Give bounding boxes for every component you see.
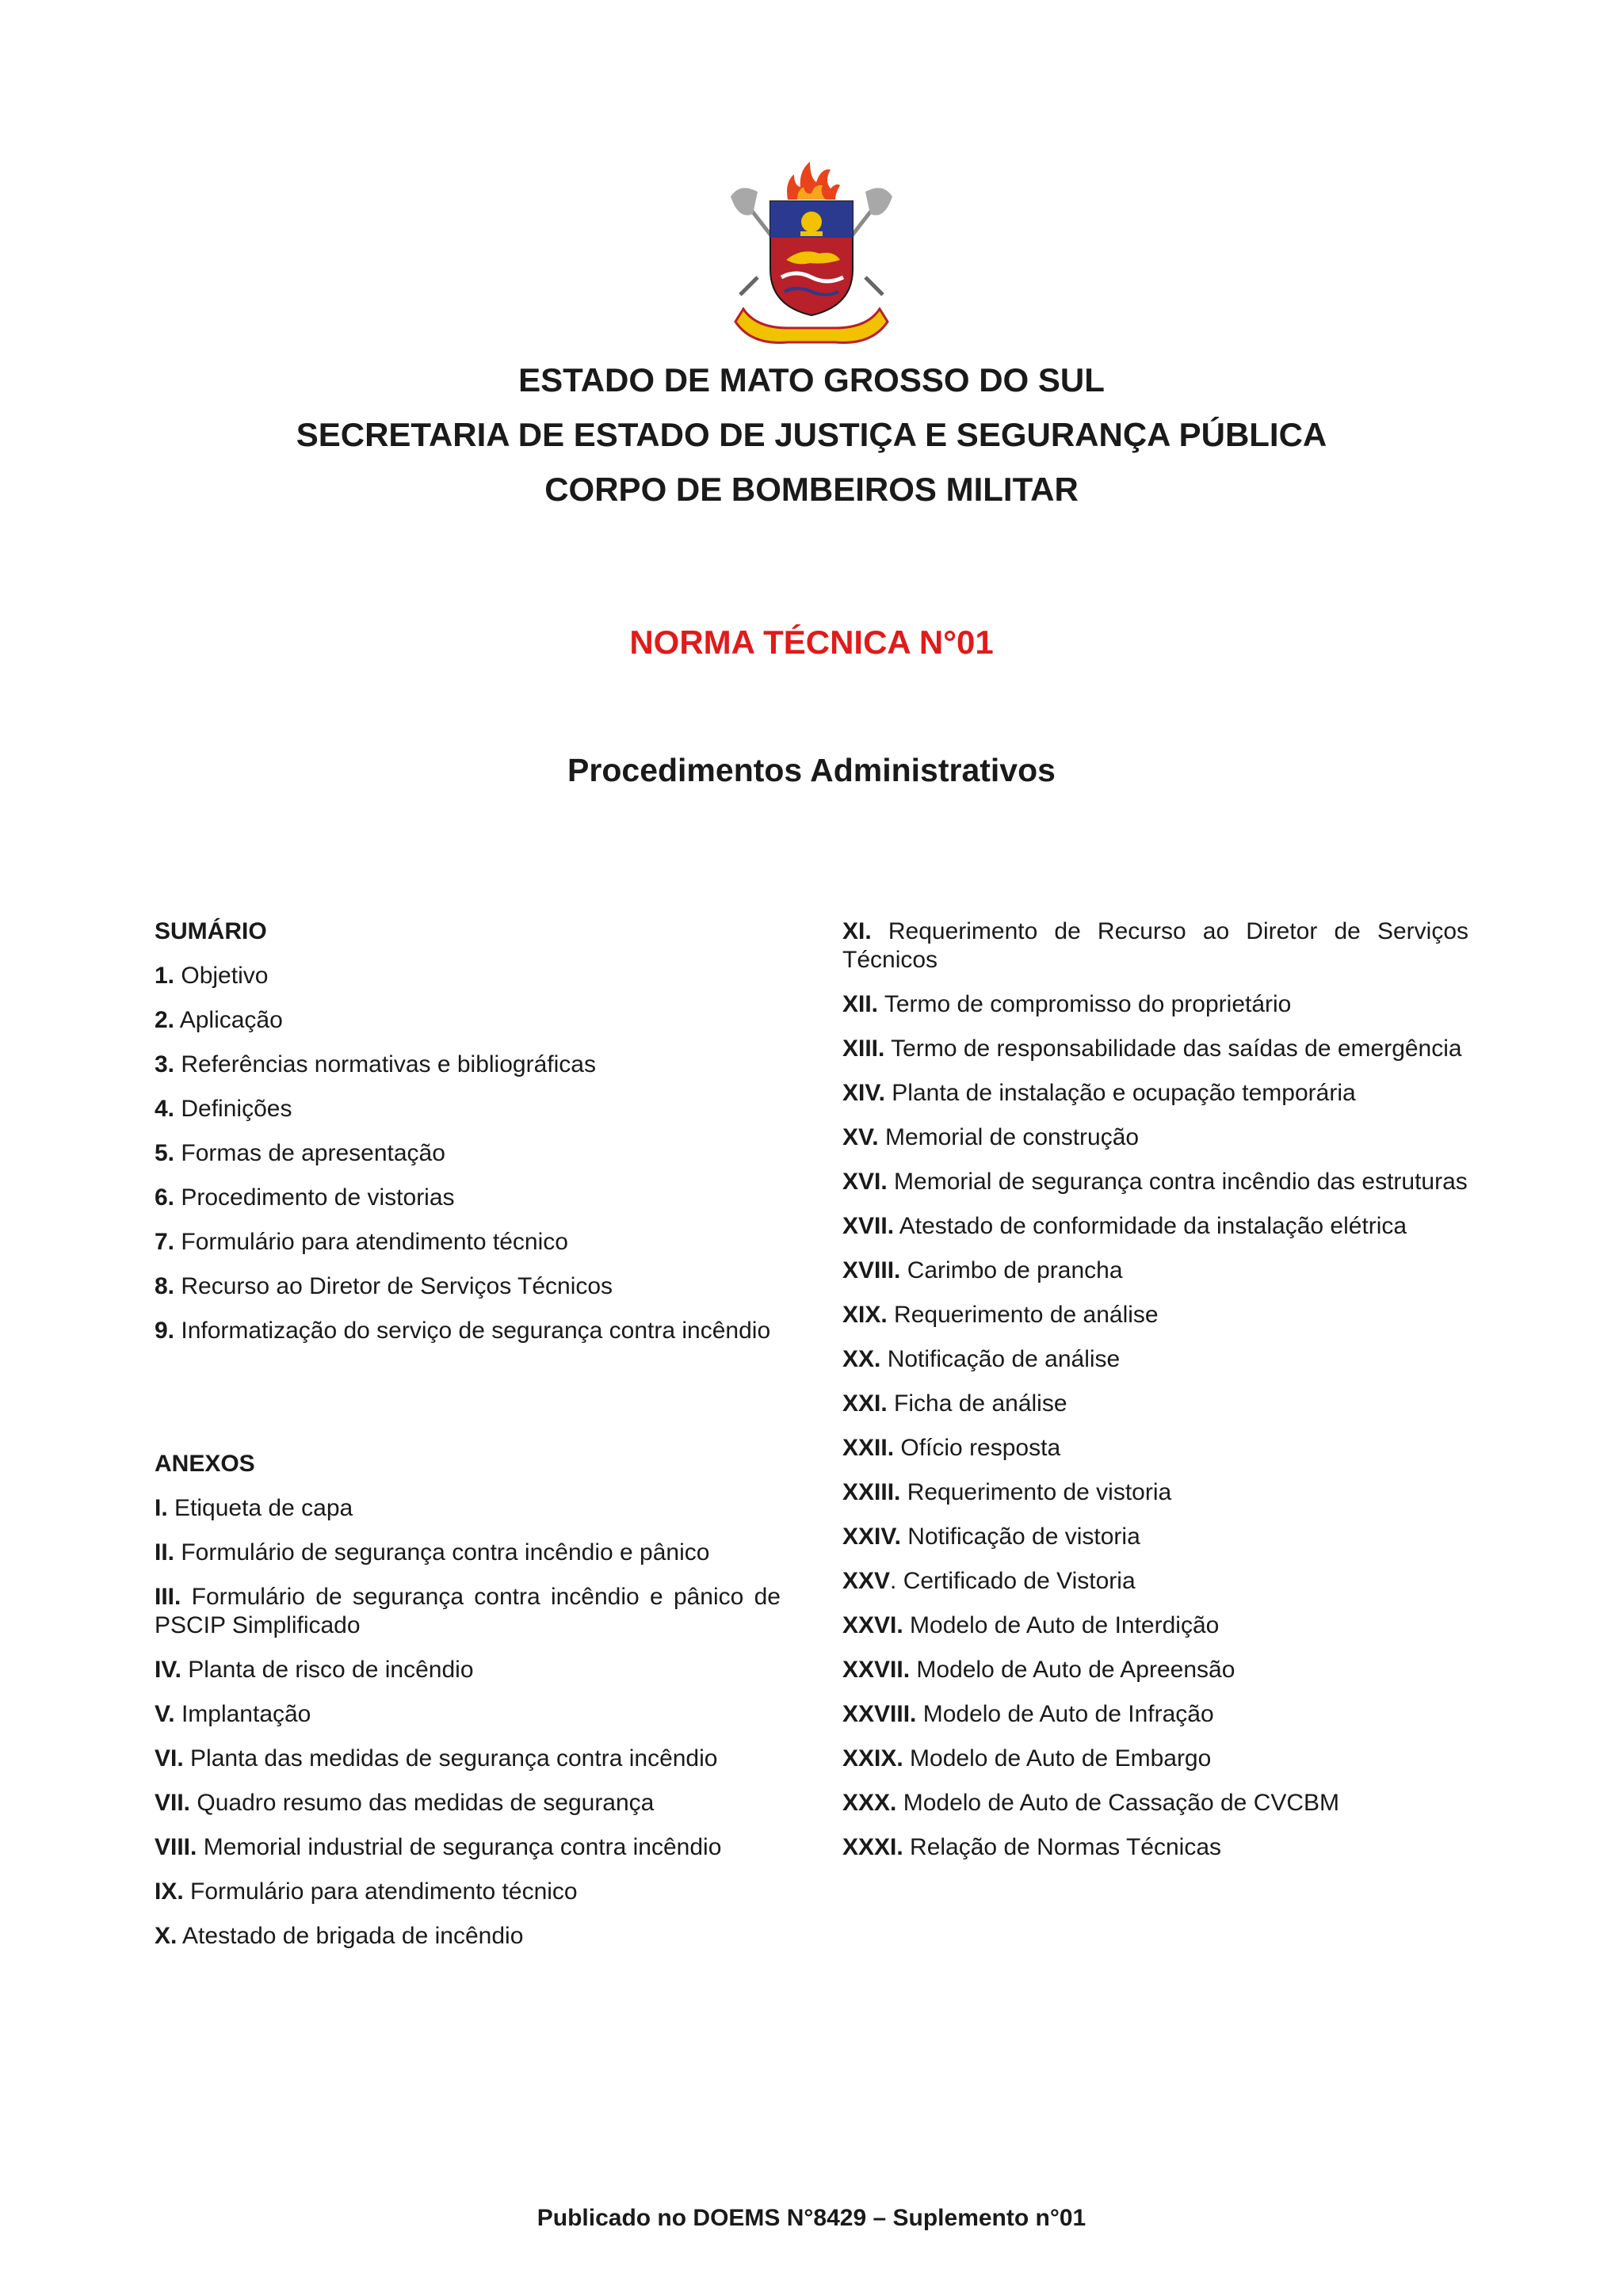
annex-item: XXII. Ofício resposta: [842, 1435, 1061, 1461]
annex-item: XV. Memorial de construção: [842, 1124, 1140, 1150]
annex-item: XXVI. Modelo de Auto de Interdição: [842, 1612, 1220, 1638]
annex-item: XIV. Planta de instalação e ocupação temporária: [842, 1080, 1356, 1106]
annex-item: XXX. Modelo de Auto de Cassação de CVCBM: [842, 1790, 1340, 1816]
summary-item: 3. Referências normativas e bibliográficas: [155, 1051, 596, 1077]
norm-title: NORMA TÉCNICA N°01: [629, 624, 994, 661]
document-title: Procedimentos Administrativos: [567, 752, 1056, 788]
annex-item: XIX. Requerimento de análise: [842, 1302, 1159, 1328]
flame-icon: [787, 162, 840, 200]
annex-item: XXIII. Requerimento de vistoria: [842, 1479, 1172, 1505]
summary-item: 4. Definições: [155, 1096, 292, 1122]
left-column: [155, 917, 781, 1966]
annex-item: XXXI. Relação de Normas Técnicas: [842, 1834, 1222, 1860]
annex-item: XVII. Atestado de conformidade da instalação elétrica: [842, 1213, 1407, 1239]
annex-item: VII. Quadro resumo das medidas de segurança: [155, 1790, 655, 1816]
shield-icon: [770, 201, 853, 315]
annexes-title: ANEXOS: [155, 1451, 255, 1477]
header-secretariat: SECRETARIA DE ESTADO DE JUSTIÇA E SEGURANÇA PÚBLICA: [296, 416, 1327, 453]
annex-item: XVIII. Carimbo de prancha: [842, 1257, 1123, 1283]
annex-item: XXVIII. Modelo de Auto de Infração: [842, 1701, 1214, 1727]
publication-footer: Publicado no DOEMS N°8429 – Suplemento n°01: [537, 2205, 1086, 2231]
summary-item: 9. Informatização do serviço de segurança contra incêndio: [155, 1318, 771, 1344]
annex-item: XXI. Ficha de análise: [842, 1390, 1067, 1417]
annex-item: II. Formulário de segurança contra incêndio e pânico: [155, 1539, 710, 1566]
header-corps: CORPO DE BOMBEIROS MILITAR: [544, 471, 1079, 508]
summary-item: 1. Objetivo: [155, 963, 269, 989]
annex-item: VIII. Memorial industrial de segurança contra incêndio: [155, 1834, 722, 1860]
annex-item: IX. Formulário para atendimento técnico: [155, 1878, 578, 1905]
annex-item: XXV. Certificado de Vistoria: [842, 1568, 1136, 1594]
annex-item: VI. Planta das medidas de segurança contra incêndio: [155, 1745, 718, 1772]
annex-item: XIII. Termo de responsabilidade das saídas de emergência: [842, 1035, 1462, 1062]
summary-item: 2. Aplicação: [155, 1007, 283, 1033]
annex-item: V. Implantação: [155, 1701, 311, 1727]
corpo-de-bombeiros-emblem: [724, 158, 899, 349]
summary-item: 5. Formas de apresentação: [155, 1140, 445, 1166]
summary-item: 8. Recurso ao Diretor de Serviços Técnicos: [155, 1273, 613, 1299]
annex-item: XXIX. Modelo de Auto de Embargo: [842, 1745, 1212, 1772]
header-state: ESTADO DE MATO GROSSO DO SUL: [518, 361, 1105, 399]
annex-item: XVI. Memorial de segurança contra incêndio das estruturas: [842, 1169, 1468, 1195]
summary-title: SUMÁRIO: [155, 918, 267, 944]
annex-item: XXVII. Modelo de Auto de Apreensão: [842, 1657, 1235, 1683]
summary-item: 6. Procedimento de vistorias: [155, 1184, 455, 1211]
summary-item: 7. Formulário para atendimento técnico: [155, 1229, 568, 1255]
annex-item: XI. Requerimento de Recurso ao Diretor de Serviços Técnicos: [842, 918, 1469, 973]
annex-item: XX. Notificação de análise: [842, 1346, 1121, 1372]
right-column: [842, 917, 1468, 1878]
annex-item: I. Etiqueta de capa: [155, 1495, 353, 1521]
annex-item: XXIV. Notificação de vistoria: [842, 1524, 1140, 1550]
annex-item: IV. Planta de risco de incêndio: [155, 1657, 474, 1683]
annex-item: XII. Termo de compromisso do proprietário: [842, 991, 1292, 1017]
annex-item: X. Atestado de brigada de incêndio: [155, 1923, 524, 1949]
annex-item: III. Formulário de segurança contra incêndio e pânico de PSCIP Simplificado: [155, 1584, 781, 1638]
